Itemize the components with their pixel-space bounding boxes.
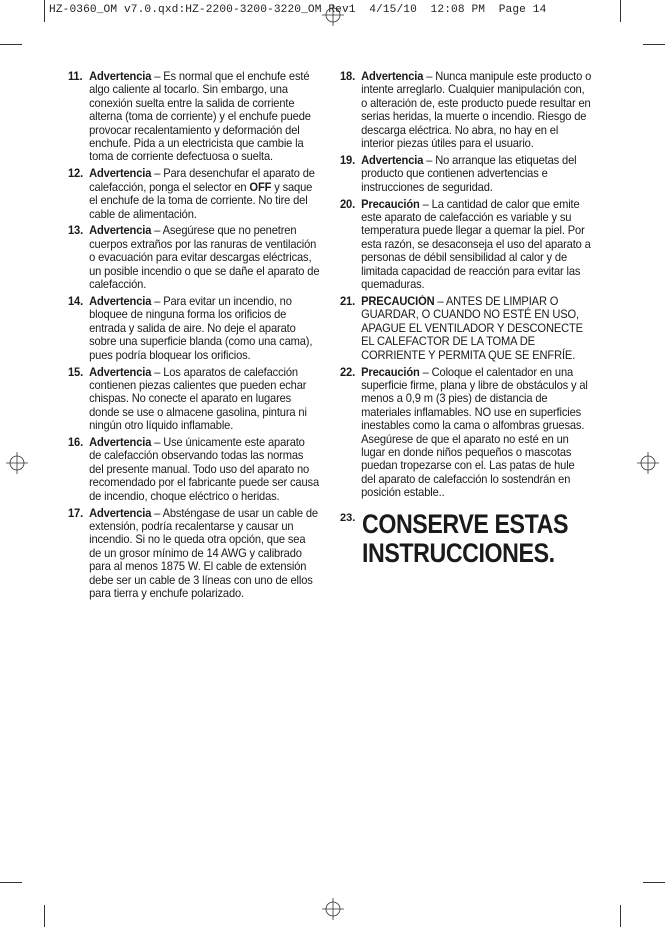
item-number: 12. — [68, 167, 84, 181]
item-text-tail: y saque el enchufe de la toma de corriente. No tire del cable de alimentación. — [89, 180, 313, 221]
item-label: Advertencia — [361, 153, 424, 167]
right-column — [340, 70, 602, 568]
item-label: Precaución — [361, 197, 420, 211]
item-text: Nunca manipule este producto o intente arreglarlo. Cualquier manipulación con, o alteración de, este producto puede resultar en serias heridas, la muerte o incendio. Riesgo de descarga eléctrica. No abra, no hay en el interior piezas útiles para el usuario. — [361, 70, 592, 151]
item-number: 22. — [340, 365, 356, 379]
warning-item-15 — [68, 366, 320, 433]
item-label: Advertencia — [89, 224, 152, 238]
item-label: PRECAUCIÓN — [361, 295, 435, 308]
item-label: Advertencia — [89, 365, 152, 379]
crop-mark-top-right — [620, 0, 621, 22]
save-instructions-item — [340, 510, 602, 568]
item-separator: – — [151, 436, 164, 450]
caution-item-22 — [340, 366, 592, 500]
item-number: 18. — [340, 70, 356, 83]
item-number: 11. — [68, 70, 83, 83]
item-number: 13. — [68, 224, 84, 238]
warning-item-11 — [68, 70, 320, 164]
item-text: Para evitar un incendio, no bloquee de ninguna forma los orificios de entrada y salida de aire. No deje el aparato sobre una superficie blanda (como una cama), pues podría bloquear los orificios. — [89, 295, 313, 362]
warning-item-14 — [68, 295, 320, 362]
crop-mark-top-left-h — [0, 44, 22, 45]
item-separator: – — [419, 197, 432, 211]
save-instructions-heading-line1: CONSERVE ESTAS — [362, 508, 569, 539]
item-text: La cantidad de calor que emite este aparato de calefacción es variable y su temperatura puede llegar a quemar la piel. Por esta razón, se desaconseja el uso del aparato a personas de débil sensibilidad al calor y de limitada capacidad de reacción para evitar las quemaduras. — [361, 197, 591, 292]
item-number: 17. — [68, 506, 84, 520]
item-separator: – — [151, 295, 164, 308]
item-separator: – — [423, 70, 436, 83]
item-text: Use únicamente este aparato de calefacción observando todas las normas del presente manual. Todo uso del aparato no recomendado por el fabricante puede ser causa de incendio, choque eléctrico o heridas. — [89, 436, 320, 503]
item-text: Asegúrese que no penetren cuerpos extraños por las ranuras de ventilación o evacuación para evitar descargas eléctricas, un posible incendio o que se dañe el aparato de calefacción. — [89, 224, 320, 292]
item-number: 14. — [68, 295, 84, 308]
save-instructions-heading-line2: INSTRUCCIONES. — [362, 537, 555, 568]
item-label: Advertencia — [89, 167, 152, 181]
crop-mark-top-left — [44, 0, 45, 22]
crop-mark-bottom-left-h — [0, 882, 22, 883]
item-separator: – — [423, 153, 436, 167]
item-text: Es normal que el enchufe esté algo caliente al tocarlo. Sin embargo, una conexión suelta entre la salida de corriente alterna (toma de corriente) y el enchufe puede provocar recalentamiento y deformación del enchufe. Pida a un electricista que cambie la toma de corriente defectuosa o suelta. — [89, 70, 311, 164]
item-separator: – — [151, 506, 163, 520]
item-number: 21. — [340, 295, 356, 308]
item-label: Advertencia — [89, 506, 152, 520]
item-label: Advertencia — [89, 295, 152, 308]
item-separator: – — [434, 295, 446, 308]
item-bold-text: OFF — [249, 180, 272, 194]
crop-mark-bottom-right — [620, 905, 621, 927]
caution-item-21 — [340, 295, 592, 362]
crop-mark-bottom-left — [44, 905, 45, 927]
item-text: Absténgase de usar un cable de extensión, podría recalentarse y causar un incendio. Si no le queda otra opción, que sea de un grosor mínimo de 14 AWG y calibrado para al menos 1875 W. El cable de extensión debe ser un cable de 3 líneas con uno de ellos para tierra y enchufe polarizado. — [89, 506, 318, 601]
item-text: ANTES DE LIMPIAR O GUARDAR, O CUANDO NO ESTÉ EN USO, APAGUE EL VENTILADOR Y DESCONECTE EL CALEFACTOR DE LA TOMA DE CORRIENTE Y PERMITA QUE SE ENFRÍE. — [361, 295, 583, 362]
item-label: Advertencia — [89, 70, 152, 83]
warning-item-17 — [68, 507, 320, 601]
item-number: 19. — [340, 153, 356, 167]
warning-item-19 — [340, 154, 592, 194]
item-label: Advertencia — [361, 70, 424, 83]
item-separator: – — [151, 167, 164, 181]
registration-mark-top-icon — [322, 4, 344, 26]
item-text: Para desenchufar el aparato de calefacción, ponga el selector en — [89, 167, 315, 194]
item-separator: – — [151, 224, 163, 238]
left-column — [68, 70, 330, 604]
item-label: Precaución — [361, 365, 420, 379]
item-label: Advertencia — [89, 436, 152, 450]
item-text: No arranque las etiquetas del producto que contienen advertencias e instrucciones de seguridad. — [361, 153, 577, 194]
crop-mark-top-right-h — [643, 44, 665, 45]
warning-item-12 — [68, 167, 320, 221]
item-number: 15. — [68, 365, 84, 379]
item-number: 16. — [68, 436, 84, 450]
item-text: Los aparatos de calefacción contienen piezas calientes que pueden echar chispas. No conecte el aparato en lugares donde se use o almacene gasolina, pintura ni ningún otro líquido inflamable. — [89, 365, 307, 433]
registration-mark-left-icon — [6, 452, 28, 474]
item-number: 20. — [340, 197, 356, 211]
item-separator: – — [151, 70, 164, 83]
warning-item-18 — [340, 70, 592, 150]
item-number: 23. — [340, 511, 356, 524]
item-text: Coloque el calentador en una superficie firme, plana y libre de obstáculos y al menos a 0,9 m (3 pies) de distancia de materiales inflamables. NO use en superficies inestables como la cama o alfombras gruesas. Asegúrese de que el aparato no esté en un lugar en donde niños pequeños o mascotas puedan tropezarse con el. Las patas de hule del aparato de calefacción lo sostendrán en posición estable.. — [361, 365, 588, 500]
warning-item-13 — [68, 224, 320, 291]
print-slug: HZ-0360_OM v7.0.qxd:HZ-2200-3200-3220_OM Rev1 4/15/10 12:08 PM Page 14 — [49, 4, 547, 16]
warning-item-16 — [68, 436, 320, 503]
crop-mark-bottom-right-h — [643, 882, 665, 883]
registration-mark-bottom-icon — [322, 898, 344, 920]
item-separator: – — [151, 365, 164, 379]
item-separator: – — [419, 365, 432, 379]
caution-item-20 — [340, 198, 592, 292]
registration-mark-right-icon — [637, 452, 659, 474]
